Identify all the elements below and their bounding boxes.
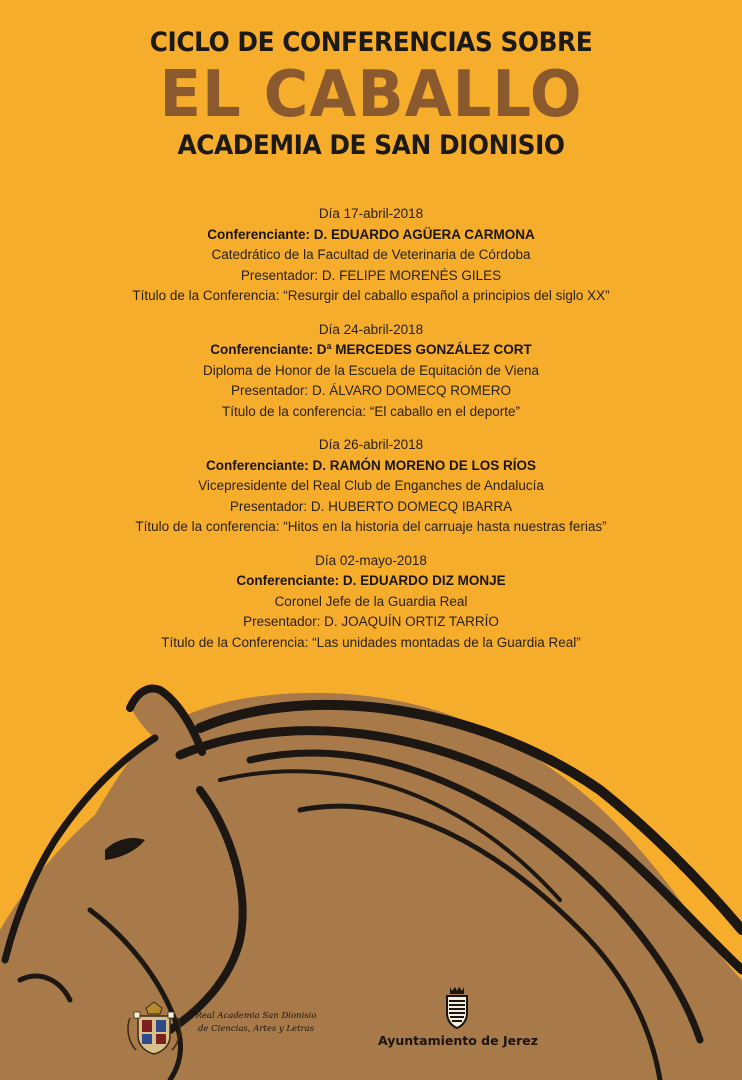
conference-title: Título de la conferencia: “El caballo en el deporte” xyxy=(222,403,520,419)
speaker-role: Diploma de Honor de la Escuela de Equitación de Viena xyxy=(203,362,539,378)
conference-date: Día 02-mayo-2018 xyxy=(315,552,427,568)
conference-item xyxy=(0,435,742,538)
conference-speaker: Conferenciante: D. EDUARDO DIZ MONJE xyxy=(236,573,506,588)
conference-speaker: Conferenciante: D. EDUARDO AGÜERA CARMONA xyxy=(207,226,535,242)
conference-item xyxy=(0,204,742,307)
conference-list xyxy=(0,204,742,666)
academy-name-line2: de Ciencias, Artes y Letras xyxy=(197,1024,314,1034)
jerez-crest-icon xyxy=(442,985,472,1029)
header-subtitle: CICLO DE CONFERENCIAS SOBRE xyxy=(149,27,593,58)
conference-date: Día 26-abril-2018 xyxy=(318,437,424,452)
conference-title: Título de la conferencia: “Hitos en la historia del carruaje hasta nuestras ferias” xyxy=(135,519,607,534)
poster-header xyxy=(0,24,742,164)
academy-name-line1: Real Academia San Dionisio xyxy=(195,1011,317,1021)
speaker-role: Catedrático de la Facultad de Veterinaria de Córdoba xyxy=(211,247,531,262)
header-title: EL CABALLO xyxy=(159,58,583,132)
conference-date: Día 17-abril-2018 xyxy=(318,206,424,221)
conference-title: Título de la Conferencia: “Resurgir del caballo español a principios del siglo XX” xyxy=(132,288,610,303)
speaker-role: Coronel Jefe de la Guardia Real xyxy=(274,593,468,609)
conference-presenter: Presentador: D. HUBERTO DOMECQ IBARRA xyxy=(229,498,513,514)
conference-speaker: Conferenciante: D. RAMÓN MORENO DE LOS RÍOS xyxy=(205,457,537,473)
speaker-role: Vicepresidente del Real Club de Enganches de Andalucía xyxy=(198,478,544,493)
conference-presenter: Presentador: D. FELIPE MORENÉS GILES xyxy=(240,267,502,283)
academy-logo xyxy=(120,998,320,1058)
conference-item xyxy=(0,320,742,423)
header-academy: ACADEMIA DE SAN DIONISIO xyxy=(177,130,565,161)
academy-crest-icon xyxy=(124,998,184,1056)
conference-date: Día 24-abril-2018 xyxy=(318,321,424,337)
conference-presenter: Presentador: D. JOAQUÍN ORTIZ TARRÍO xyxy=(243,614,499,629)
conference-speaker: Conferenciante: Dª MERCEDES GONZÁLEZ CORT xyxy=(210,342,532,357)
academy-name xyxy=(186,1010,326,1036)
conference-title: Título de la Conferencia: “Las unidades montadas de la Guardia Real” xyxy=(161,634,581,650)
city-name: Ayuntamiento de Jerez xyxy=(377,1033,538,1048)
city-logo xyxy=(368,985,548,1055)
conference-item xyxy=(0,551,742,654)
conference-presenter: Presentador: D. ÁLVARO DOMECQ ROMERO xyxy=(230,383,512,398)
